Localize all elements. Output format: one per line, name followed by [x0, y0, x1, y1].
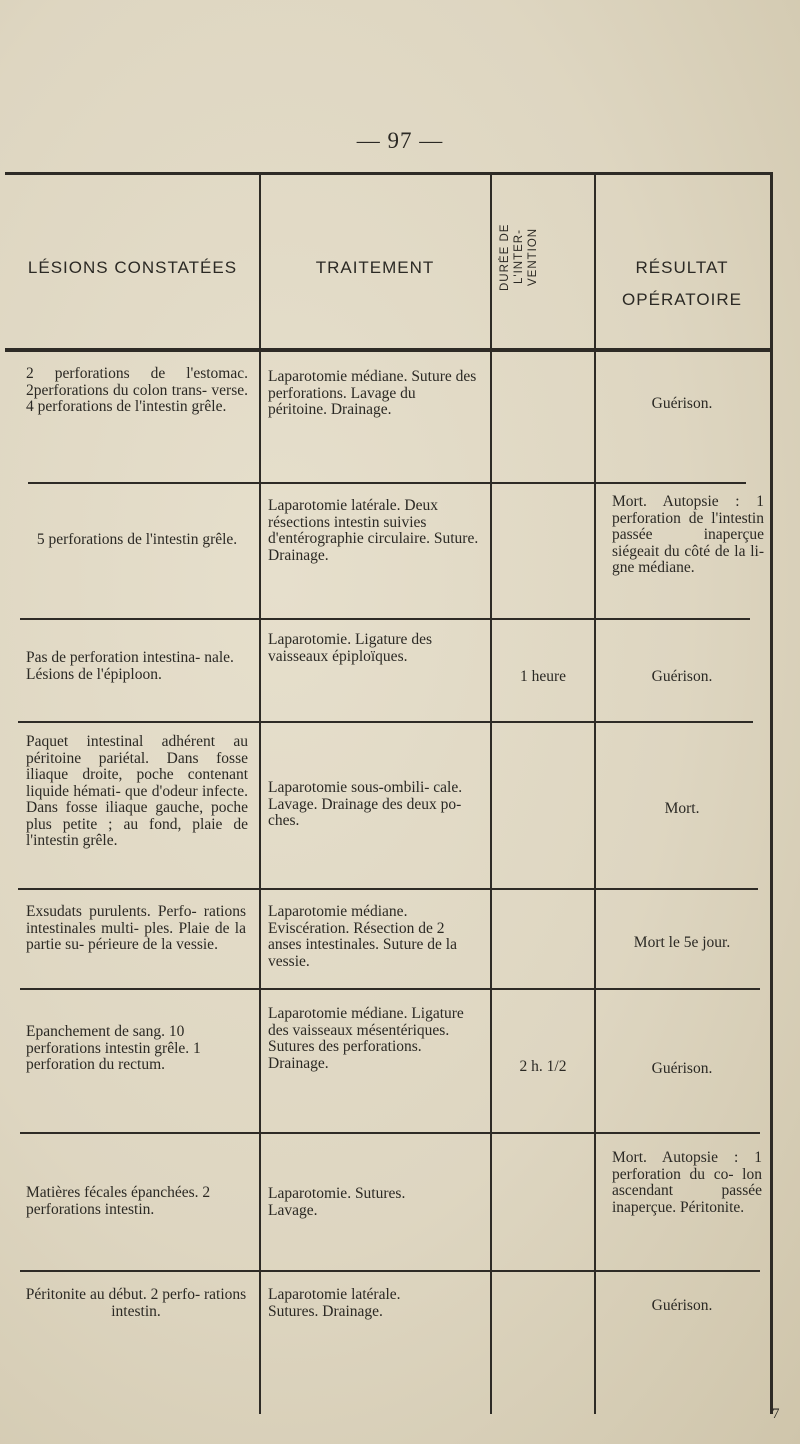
cell-resultat: Guérison. [651, 1060, 713, 1077]
header-traitement: TRAITEMENT [315, 258, 435, 277]
cell-lesions: Paquet intestinal adhérent au péritoine pariétal. Dans fosse iliaque droite, poche contenant liquide hémati- que d'odeur infecte. Dans fosse iliaque gauche, poche plus petite ; au fond, plaie de l'intestin grêle. [26, 733, 248, 849]
cell-lesions: 2 perforations de l'estomac. 2perforations du colon trans- verse. 4 perforations de l'intestin grêle. [26, 365, 248, 415]
cell-resultat: Mort le 5e jour. [633, 934, 731, 951]
page-number: — 97 — [356, 128, 444, 153]
column-divider [594, 174, 596, 1414]
cell-lesions: Exsudats purulents. Perfo- rations intestinales multi- ples. Plaie de la partie su- périeure de la vessie. [26, 903, 246, 953]
cell-lesions: Epanchement de sang. 10 perforations intestin grêle. 1 perforation du rectum. [26, 1023, 201, 1073]
cell-resultat: Mort. Autopsie : 1 perforation du co- lon ascendant passée inaperçue. Péritonite. [612, 1149, 762, 1216]
cell-resultat: Mort. [664, 800, 700, 817]
row-divider [20, 1270, 760, 1272]
cell-traitement: Laparotomie médiane. Suture des perforations. Lavage du péritoine. Drainage. [268, 368, 477, 418]
row-divider [28, 482, 746, 484]
row-divider [20, 618, 750, 620]
cell-resultat: Guérison. [651, 668, 713, 685]
table-top-rule [5, 172, 773, 175]
header-duree: DURÉE DE L'INTER- VENTION [499, 223, 539, 291]
cell-resultat: Guérison. [651, 395, 713, 412]
header-resultat-line2: OPÉRATOIRE [622, 290, 742, 309]
row-divider [18, 888, 758, 890]
cell-duree: 1 heure [519, 668, 567, 685]
cell-lesions: Péritonite au début. 2 perfo- rations intestin. [25, 1286, 247, 1320]
cell-traitement: Laparotomie latérale. Sutures. Drainage. [268, 1286, 401, 1320]
header-bottom-rule [5, 348, 770, 352]
cell-traitement: Laparotomie. Sutures. Lavage. [268, 1185, 406, 1219]
footer-signature-number: 7 [772, 1406, 780, 1422]
cell-lesions: Pas de perforation intestina- nale. Lésions de l'épiploon. [26, 649, 234, 683]
column-divider [490, 174, 492, 1414]
row-divider [20, 1132, 760, 1134]
header-resultat-line1: RÉSULTAT [635, 258, 729, 277]
cell-traitement: Laparotomie médiane. Ligature des vaisseaux mésentériques. Sutures des perforations. Drainage. [268, 1005, 464, 1072]
cell-resultat: Guérison. [651, 1297, 713, 1314]
cell-duree: 2 h. 1/2 [519, 1058, 567, 1075]
cell-traitement: Laparotomie. Ligature des vaisseaux épiploïques. [268, 631, 432, 665]
cell-traitement: Laparotomie latérale. Deux résections intestin suivies d'entérographie circulaire. Suture. Drainage. [268, 497, 479, 564]
cell-lesions: Matières fécales épanchées. 2 perforations intestin. [26, 1184, 211, 1218]
row-divider [18, 721, 753, 723]
cell-traitement: Laparotomie médiane. Eviscération. Résection de 2 anses intestinales. Suture de la vessie. [268, 903, 457, 970]
column-divider [259, 174, 261, 1414]
cell-resultat: Mort. Autopsie : 1 perforation de l'intestin passée inaperçue siégeait du côté de la li- gne médiane. [612, 493, 764, 576]
cell-traitement: Laparotomie sous-ombili- cale. Lavage. Drainage des deux po- ches. [268, 779, 463, 829]
row-divider [20, 988, 760, 990]
table-right-rule [770, 174, 773, 1414]
cell-lesions: 5 perforations de l'intestin grêle. [36, 531, 238, 548]
header-lesions: LÉSIONS CONSTATÉES [27, 258, 238, 277]
